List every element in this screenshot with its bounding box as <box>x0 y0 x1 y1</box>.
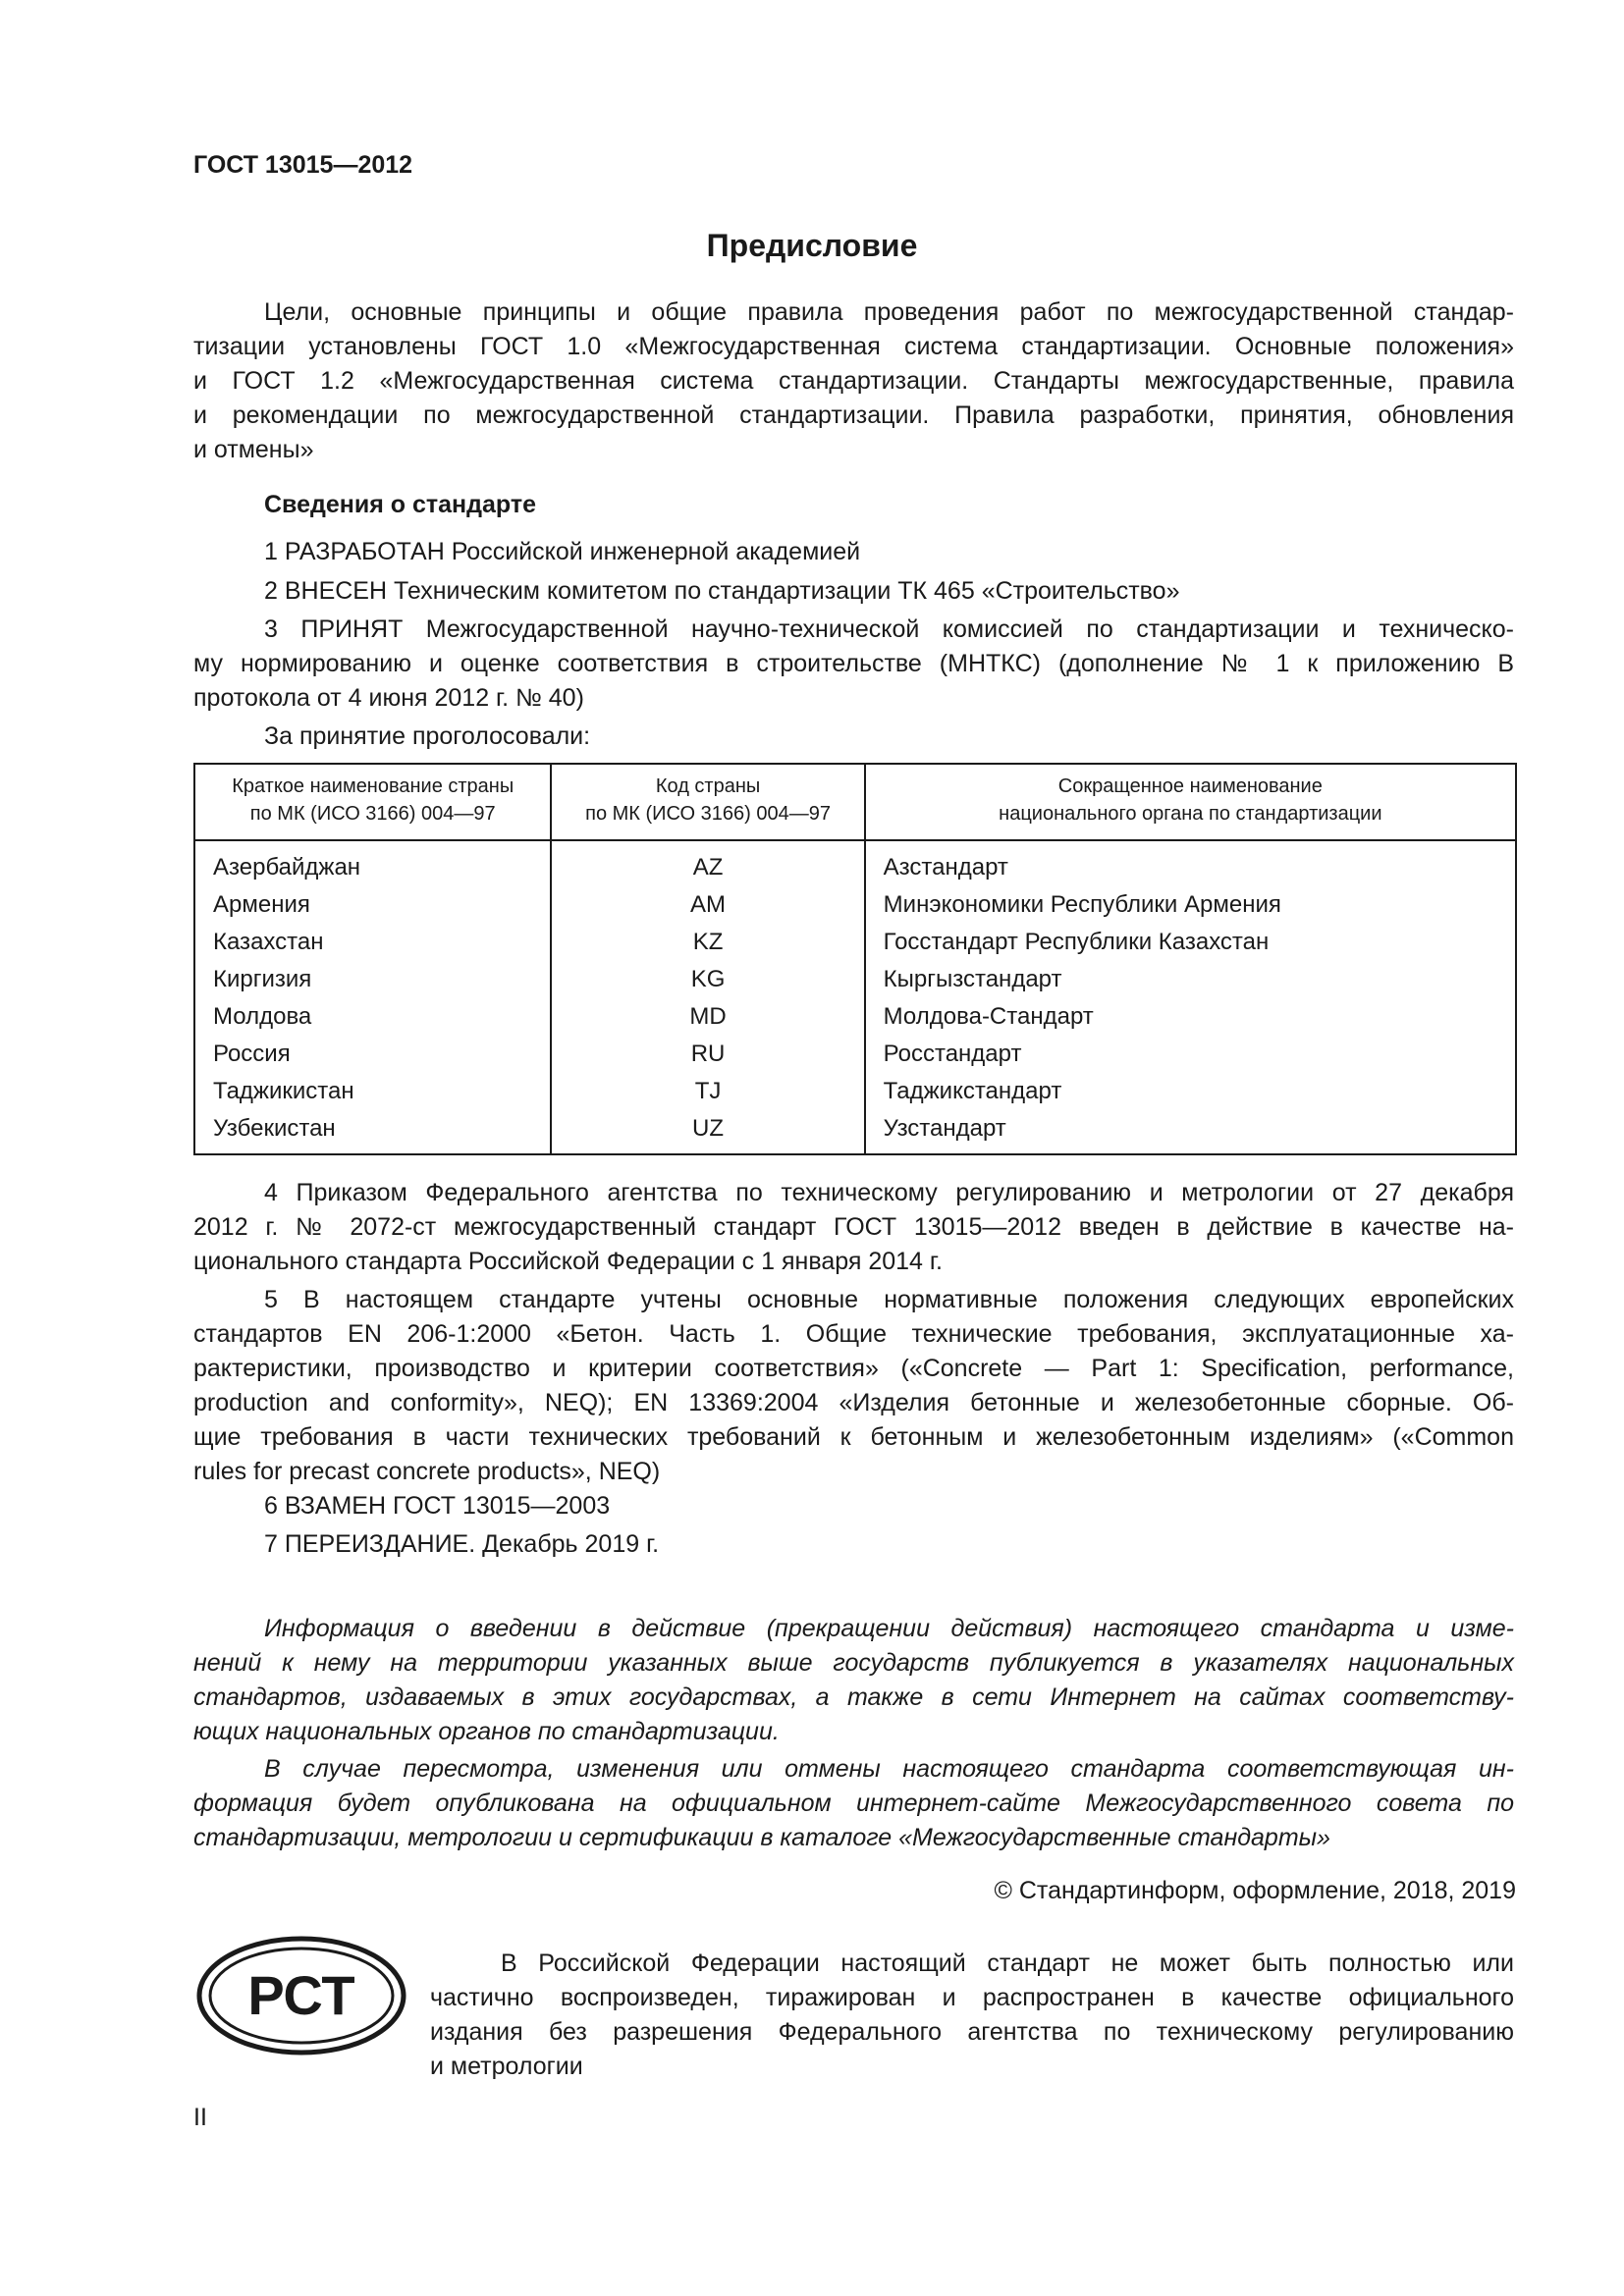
italic-line: В случае пересмотра, изменения или отмены настоящего стандарта соответствующая ин- <box>264 1755 1514 1783</box>
code-cell: RU <box>551 1036 864 1073</box>
body-cell: Молдова-Стандарт <box>865 998 1516 1036</box>
notice-line: издания без разрешения Федерального агентства по техническому регулированию <box>430 2018 1514 2046</box>
item-5-line: rules for precast concrete products», NEQ) <box>193 1458 661 1485</box>
header-line: по МК (ИСО 3166) 004—97 <box>249 803 496 825</box>
page-title: Предисловие <box>706 228 918 263</box>
italic-line: ющих национальных органов по стандартизации. <box>193 1718 780 1745</box>
country-cell: Азербайджан <box>213 854 361 881</box>
logo-text: РСТ <box>247 1964 355 2026</box>
item-5-line: 5 В настоящем стандарте учтены основные нормативные положения следующих европейских <box>264 1286 1514 1313</box>
italic-line: формация будет опубликована на официальном интернет-сайте Межгосударственного совета по <box>193 1789 1514 1817</box>
italic-line: Информация о введении в действие (прекращении действия) настоящего стандарта и изме- <box>264 1615 1514 1642</box>
header-line: по МК (ИСО 3166) 004—97 <box>585 803 831 825</box>
item-5-line: рактеристики, производство и критерии соответствия» («Concrete — Part 1: Specification, performance, <box>193 1355 1514 1382</box>
intro-line: и ГОСТ 1.2 «Межгосударственная система стандартизации. Стандарты межгосударственные, правила <box>193 367 1514 395</box>
header-country-name <box>194 764 551 840</box>
intro-line: Цели, основные принципы и общие правила проведения работ по межгосударственной стандар- <box>264 298 1514 326</box>
rst-certification-mark-icon <box>193 1932 409 2059</box>
header-country-code <box>551 764 864 840</box>
notice-line: В Российской Федерации настоящий стандарт не может быть полностью или <box>501 1949 1514 1977</box>
item-4 <box>193 1176 1514 1279</box>
header-line: Сокращенное наименование <box>1057 775 1323 797</box>
notice-line: частично воспроизведен, тиражирован и распространен в качестве официального <box>430 1984 1514 2011</box>
item-4-line: 4 Приказом Федерального агентства по техническому регулированию и метрологии от 27 декабря <box>264 1179 1514 1206</box>
item-5-line: стандартов EN 206-1:2000 «Бетон. Часть 1. Общие технические требования, эксплуатационные ха- <box>193 1320 1514 1348</box>
item-5-line: щие требования в части технических требований к бетонным и железобетонным изделиям» («Common <box>193 1423 1514 1451</box>
item-3 <box>193 613 1514 716</box>
item-3-line: протокола от 4 июня 2012 г. № 40) <box>193 684 584 712</box>
voting-table <box>193 763 1517 1155</box>
body-cell: Росстандарт <box>865 1036 1516 1073</box>
intro-paragraph <box>193 295 1514 467</box>
code-cell: AZ <box>551 840 864 886</box>
italic-info-1 <box>193 1612 1514 1749</box>
country-cell: Узбекистан <box>213 1115 336 1142</box>
table-row <box>194 840 1516 886</box>
italic-info-2 <box>193 1752 1514 1855</box>
voted-label: За принятие проголосовали: <box>264 722 591 750</box>
item-6: 6 ВЗАМЕН ГОСТ 13015—2003 <box>264 1492 611 1520</box>
country-cell: Киргизия <box>213 966 312 992</box>
item-1: 1 РАЗРАБОТАН Российской инженерной академией <box>264 538 861 565</box>
document-code: ГОСТ 13015—2012 <box>193 151 413 179</box>
table-row <box>194 1036 1516 1073</box>
item-3-line: 3 ПРИНЯТ Межгосударственной научно-технической комиссией по стандартизации и техническо- <box>264 615 1514 643</box>
italic-line: нений к нему на территории указанных выше государств публикуется в указателях национальных <box>193 1649 1514 1677</box>
copyright-notice: © Стандартинформ, оформление, 2018, 2019 <box>994 1877 1516 1904</box>
item-2: 2 ВНЕСЕН Техническим комитетом по стандартизации ТК 465 «Строительство» <box>264 577 1180 605</box>
header-line: Код страны <box>655 775 761 797</box>
intro-line: и рекомендации по межгосударственной стандартизации. Правила разработки, принятия, обновления <box>193 401 1514 429</box>
intro-line: тизации установлены ГОСТ 1.0 «Межгосударственная система стандартизации. Основные положения» <box>193 333 1514 360</box>
copyright-restriction <box>430 1947 1514 2084</box>
code-cell: TJ <box>551 1073 864 1110</box>
table-row <box>194 886 1516 924</box>
item-4-line: 2012 г. № 2072-ст межгосударственный стандарт ГОСТ 13015—2012 введен в действие в качестве на- <box>193 1213 1514 1241</box>
code-cell: UZ <box>551 1110 864 1154</box>
item-5-line: production and conformity», NEQ); EN 13369:2004 «Изделия бетонные и железобетонные сборные. Об- <box>193 1389 1514 1416</box>
code-cell: KG <box>551 961 864 998</box>
body-cell: Минэкономики Республики Армения <box>865 886 1516 924</box>
body-cell: Азстандарт <box>865 840 1516 886</box>
table-row <box>194 1073 1516 1110</box>
italic-line: стандартизации, метрологии и сертификации в каталоге «Межгосударственные стандарты» <box>193 1824 1330 1851</box>
item-5 <box>193 1283 1514 1489</box>
body-cell: Кыргызстандарт <box>865 961 1516 998</box>
intro-line: и отмены» <box>193 436 314 463</box>
code-cell: AM <box>551 886 864 924</box>
body-cell: Госстандарт Республики Казахстан <box>865 924 1516 961</box>
item-4-line: ционального стандарта Российской Федерации с 1 января 2014 г. <box>193 1248 943 1275</box>
body-cell: Узстандарт <box>865 1110 1516 1154</box>
country-cell: Казахстан <box>213 929 324 955</box>
table-row <box>194 924 1516 961</box>
italic-line: стандартов, издаваемых в этих государствах, а также в сети Интернет на сайтах соответству- <box>193 1683 1514 1711</box>
code-cell: MD <box>551 998 864 1036</box>
code-cell: KZ <box>551 924 864 961</box>
body-cell: Таджикстандарт <box>865 1073 1516 1110</box>
country-cell: Россия <box>213 1041 291 1067</box>
page-number: II <box>193 2104 207 2131</box>
country-cell: Армения <box>213 891 310 918</box>
table-header-row <box>194 764 1516 840</box>
header-line: национального органа по стандартизации <box>999 803 1382 825</box>
item-7: 7 ПЕРЕИЗДАНИЕ. Декабрь 2019 г. <box>264 1530 660 1558</box>
notice-line: и метрологии <box>430 2053 583 2080</box>
header-line: Краткое наименование страны <box>232 775 514 797</box>
item-3-line: му нормированию и оценке соответствия в строительстве (МНТКС) (дополнение № 1 к приложению В <box>193 650 1514 677</box>
country-cell: Таджикистан <box>213 1078 354 1104</box>
header-national-body <box>865 764 1516 840</box>
table-row <box>194 961 1516 998</box>
table-row <box>194 1110 1516 1154</box>
table-row <box>194 998 1516 1036</box>
country-cell: Молдова <box>213 1003 312 1030</box>
section-heading: Сведения о стандарте <box>264 491 537 518</box>
